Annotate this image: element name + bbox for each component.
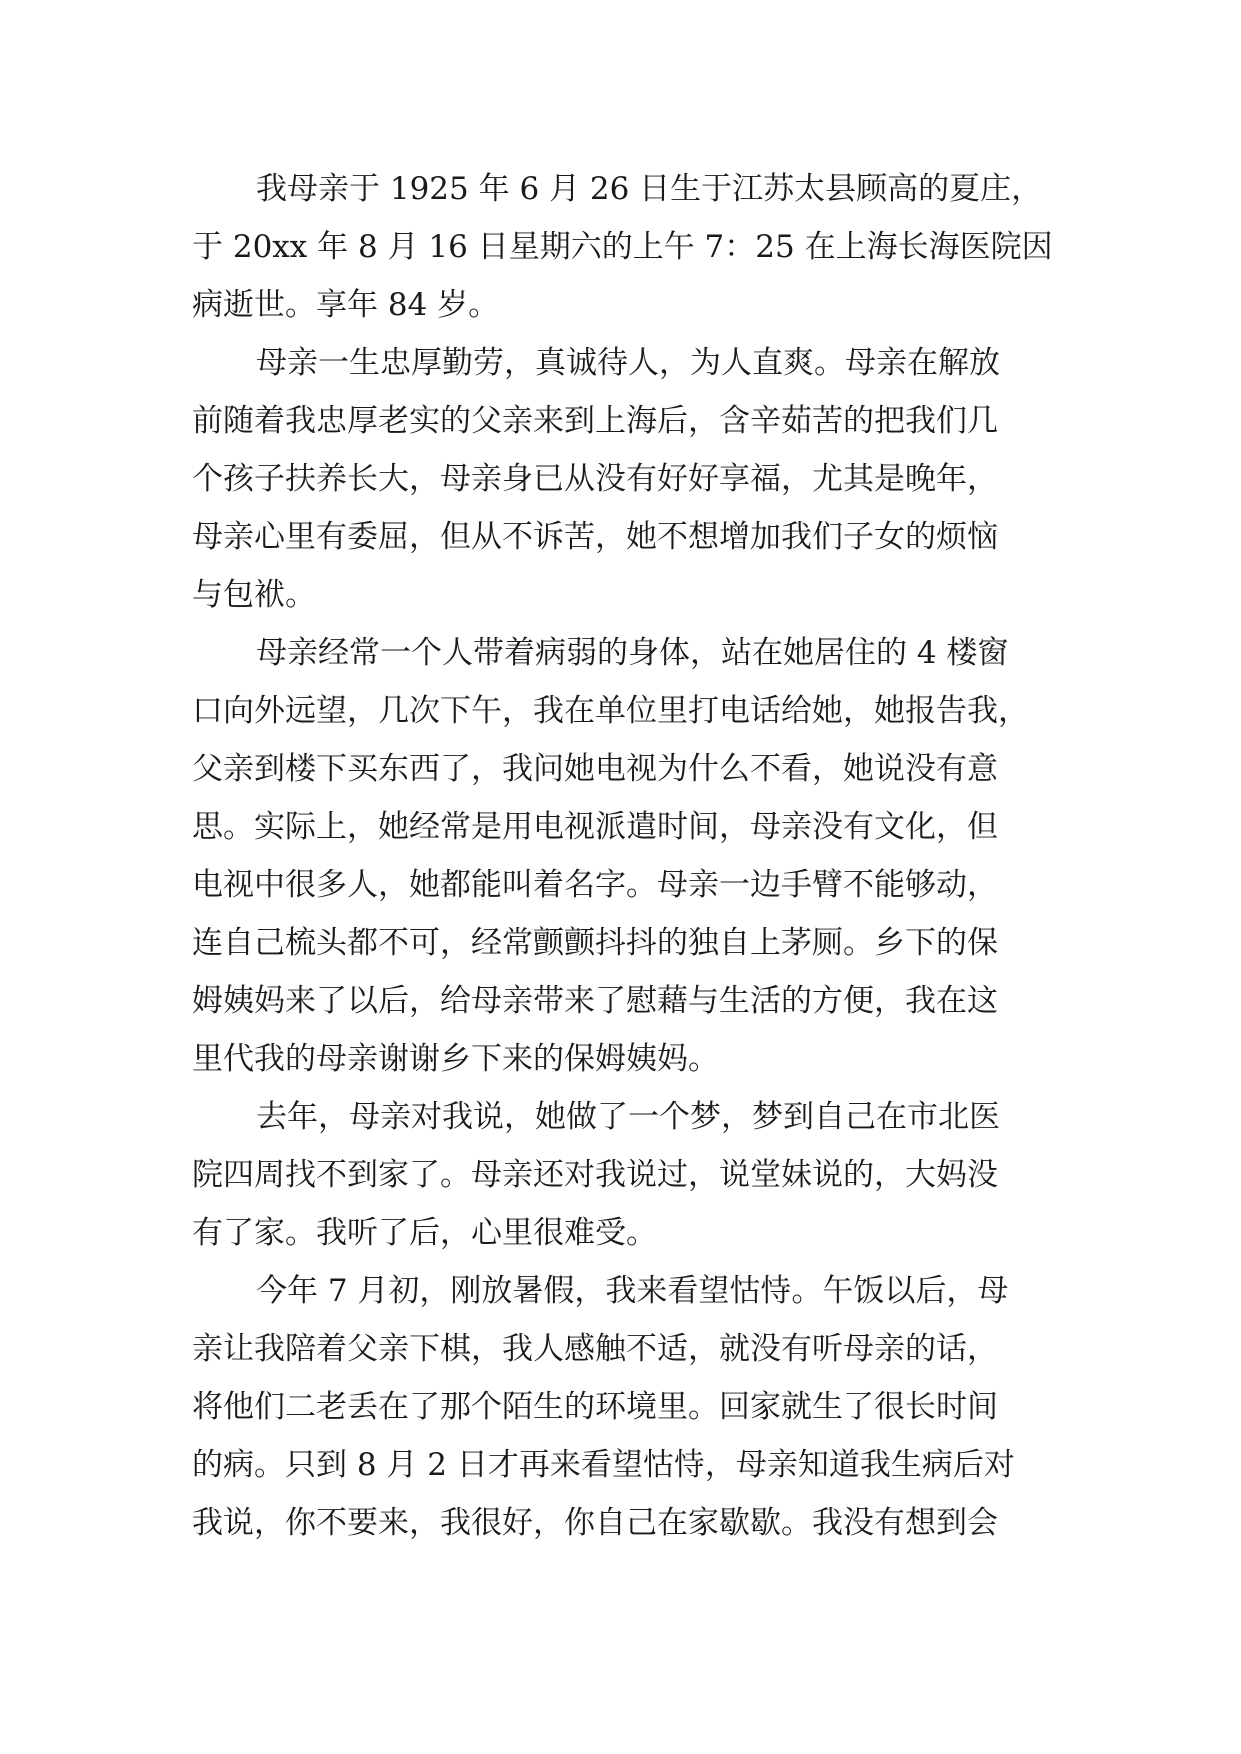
document-body <box>192 160 1052 1552</box>
text-line: 母亲心里有委屈，但从不诉苦，她不想增加我们子女的烦恼 <box>192 519 998 555</box>
text-line: 我母亲于 1925 年 6 月 26 日生于江苏太县顾高的夏庄， <box>256 171 1043 207</box>
text-line: 的病。只到 8 月 2 日才再来看望怙恃，母亲知道我生病后对 <box>192 1447 1015 1483</box>
text-line: 有了家。我听了后，心里很难受。 <box>192 1215 657 1251</box>
text-line: 我说，你不要来，我很好，你自己在家歇歇。我没有想到会 <box>192 1505 998 1541</box>
paragraph-5 <box>192 1262 1052 1552</box>
text-line: 今年 7 月初，刚放暑假，我来看望怙恃。午饭以后，母 <box>256 1273 1009 1309</box>
paragraph-1 <box>192 160 1052 334</box>
text-line: 连自己梳头都不可，经常颤颤抖抖的独自上茅厕。乡下的保 <box>192 925 998 961</box>
text-line: 口向外远望，几次下午，我在单位里打电话给她，她报告我， <box>192 693 1029 729</box>
text-line: 母亲一生忠厚勤劳，真诚待人，为人直爽。母亲在解放 <box>256 345 1000 381</box>
paragraph-4 <box>192 1088 1052 1262</box>
text-line: 思。实际上，她经常是用电视派遣时间，母亲没有文化，但 <box>192 809 998 845</box>
text-line: 前随着我忠厚老实的父亲来到上海后，含辛茹苦的把我们几 <box>192 403 998 439</box>
text-line: 个孩子扶养长大，母亲身已从没有好好享福，尤其是晚年， <box>192 461 998 497</box>
text-line: 院四周找不到家了。母亲还对我说过，说堂妹说的，大妈没 <box>192 1157 998 1193</box>
text-line: 父亲到楼下买东西了，我问她电视为什么不看，她说没有意 <box>192 751 998 787</box>
text-line: 去年，母亲对我说，她做了一个梦，梦到自己在市北医 <box>256 1099 1000 1135</box>
text-line: 姆姨妈来了以后，给母亲带来了慰藉与生活的方便，我在这 <box>192 983 998 1019</box>
text-line: 与包袱。 <box>192 577 316 613</box>
text-line: 里代我的母亲谢谢乡下来的保姆姨妈。 <box>192 1041 719 1077</box>
text-line: 电视中很多人，她都能叫着名字。母亲一边手臂不能够动， <box>192 867 998 903</box>
text-line: 于 20xx 年 8 月 16 日星期六的上午 7：25 在上海长海医院因 <box>192 229 1053 265</box>
paragraph-2 <box>192 334 1052 624</box>
text-line: 病逝世。享年 84 岁。 <box>192 287 500 323</box>
text-line: 将他们二老丢在了那个陌生的环境里。回家就生了很长时间 <box>192 1389 998 1425</box>
paragraph-3 <box>192 624 1052 1088</box>
text-line: 母亲经常一个人带着病弱的身体，站在她居住的 4 楼窗 <box>256 635 1009 671</box>
text-line: 亲让我陪着父亲下棋，我人感触不适，就没有听母亲的话， <box>192 1331 998 1367</box>
